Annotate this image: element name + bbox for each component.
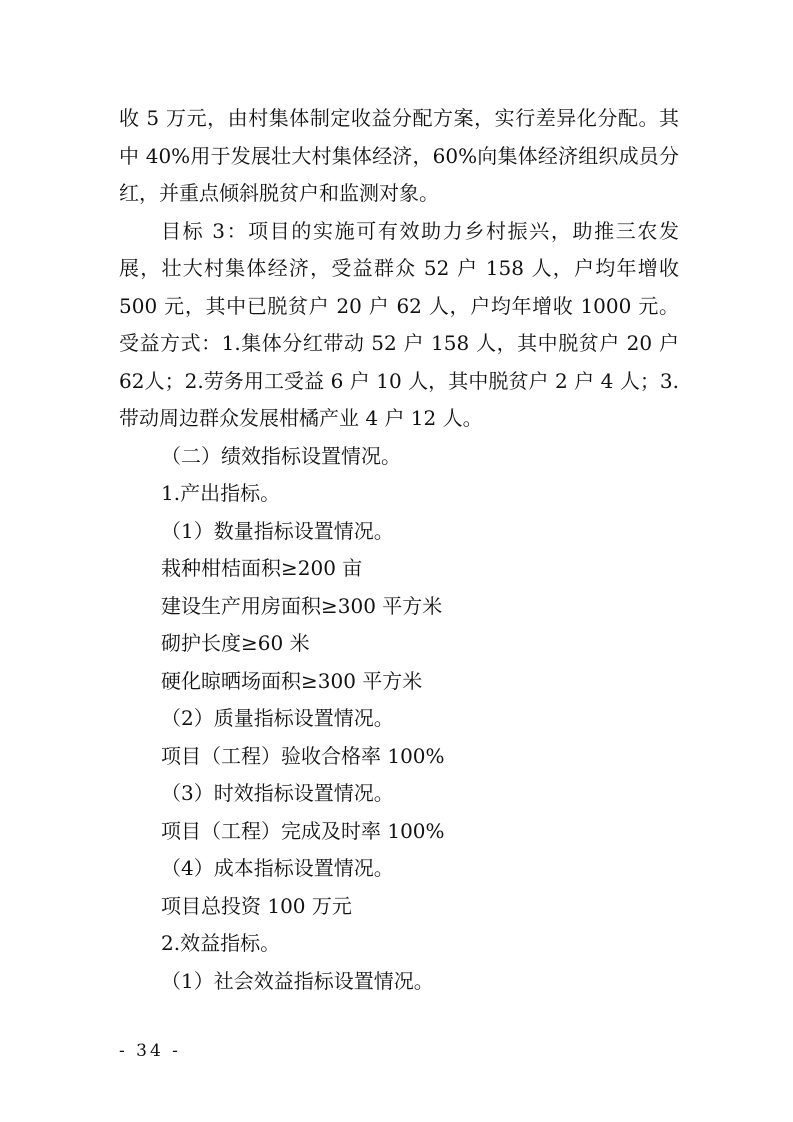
indicator-masonry-length: 砌护长度≥60 米: [161, 631, 310, 655]
heading-output-indicators: 1.产出指标。: [161, 481, 281, 505]
indicator-total-investment: 项目总投资 100 万元: [161, 893, 352, 918]
paragraph-revenue-distribution: 收 5 万元，由村集体制定收益分配方案，实行差异化分配。其中 40%用于发展壮大村集体经济，60%向集体经济组织成员分红，并重点倾斜脱贫户和监测对象。: [119, 106, 679, 205]
heading-benefit-indicators: 2.效益指标。: [161, 931, 281, 955]
heading-quantity-indicators: （1）数量指标设置情况。: [161, 518, 394, 543]
heading-timeliness-indicators: （3）时效指标设置情况。: [161, 781, 394, 805]
indicator-drying-yard-area: 硬化晾晒场面积≥300 平方米: [161, 668, 423, 693]
heading-cost-indicators: （4）成本指标设置情况。: [161, 856, 394, 880]
indicator-completion-rate: 项目（工程）完成及时率 100%: [161, 818, 445, 843]
indicator-planting-area: 栽种柑桔面积≥200 亩: [161, 556, 363, 580]
heading-quality-indicators: （2）质量指标设置情况。: [161, 706, 394, 730]
heading-social-benefit-indicators: （1）社会效益指标设置情况。: [161, 968, 434, 993]
document-body: [119, 100, 679, 1000]
heading-performance-indicators: （二）绩效指标设置情况。: [161, 443, 401, 468]
page-number: - 34 -: [119, 1041, 181, 1061]
indicator-building-area: 建设生产用房面积≥300 平方米: [161, 593, 443, 618]
paragraph-goal-3: 目标 3：项目的实施可有效助力乡村振兴，助推三农发展，壮大村集体经济，受益群众 52 户 158 人，户均年增收500 元，其中已脱贫户 20 户 62 人，户均年增收 1000 元。受益方式：1.集体分红带动 52 户 158 人，其中脱贫户 20 户 62人；2.劳务用工受益 6 户 10 人，其中脱贫户 2 户 4 人；3.带动周边群众发展柑橘产业 4 户 12 人。: [119, 218, 679, 430]
indicator-acceptance-rate: 项目（工程）验收合格率 100%: [161, 743, 445, 768]
